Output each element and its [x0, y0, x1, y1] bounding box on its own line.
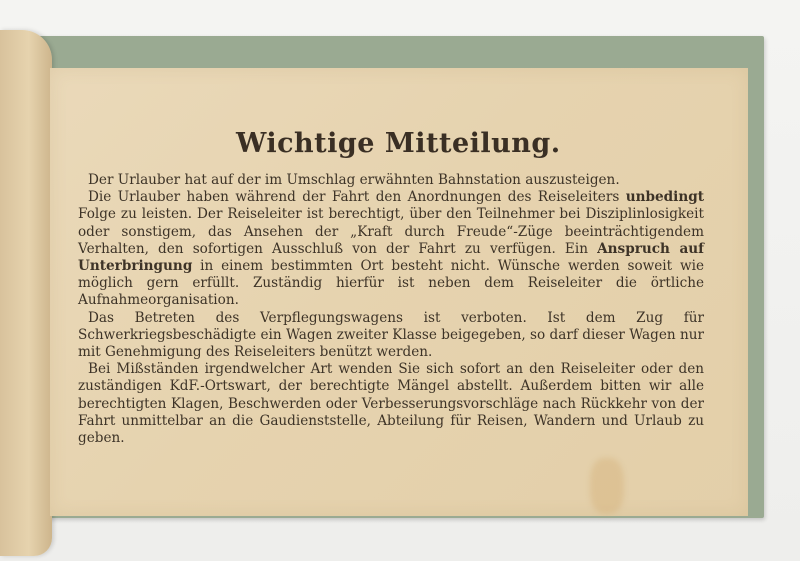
paragraph-2-part-3: in einem bestimmten Ort besteht nicht. Wünsche werden soweit wie möglich gern erfüllt. Zuständig hierfür ist neben dem Reiseleiter die örtliche Aufnahmeorganisation.	[78, 258, 704, 309]
emphasis-unbedingt: unbedingt	[625, 189, 704, 206]
emphasis-anspruch: Anspruch auf Unterbringung	[78, 240, 705, 275]
paragraph-3: Das Betreten des Verpflegungswagens ist verboten. Ist dem Zug für Schwerkriegsbeschädigte ein Wagen zweiter Klasse beigegeben, so darf dieser Wagen nur mit Genehmigung des Reiseleiters benützt werden.	[78, 309, 704, 361]
paper-stain	[590, 458, 624, 514]
paragraph-2-part-1: Die Urlauber haben während der Fahrt den Anordnungen des Reiseleiters	[88, 189, 626, 206]
curled-page-edge	[0, 30, 52, 556]
paragraph-1: Der Urlauber hat auf der im Umschlag erwähnten Bahnstation auszusteigen.	[88, 172, 620, 188]
paragraph-2-part-2: Folge zu leisten. Der Reiseleiter ist berechtigt, über den Teilnehmer bei Disziplinlosigkeit oder sonstigem, das Ansehen der „Kraft durch Freude“-Züge beeinträchtigendem Verhalten, den sofortigen Ausschluß von der Fahrt zu verfügen. Ein	[78, 206, 704, 257]
paragraph-2	[78, 189, 704, 309]
paragraph-4: Bei Mißständen irgendwelcher Art wenden Sie sich sofort an den Reiseleiter oder den zuständigen KdF.-Ortswart, der berechtigte Mängel abstellt. Außerdem bitten wir alle berechtigten Klagen, Beschwerden oder Verbesserungsvorschläge nach Rückkehr von der Fahrt unmittelbar an die Gaudienststelle, Abteilung für Reisen, Wandern und Urlaub zu geben.	[78, 361, 704, 447]
page-title: Wichtige Mitteilung.	[236, 128, 561, 159]
notice-body	[78, 172, 704, 447]
